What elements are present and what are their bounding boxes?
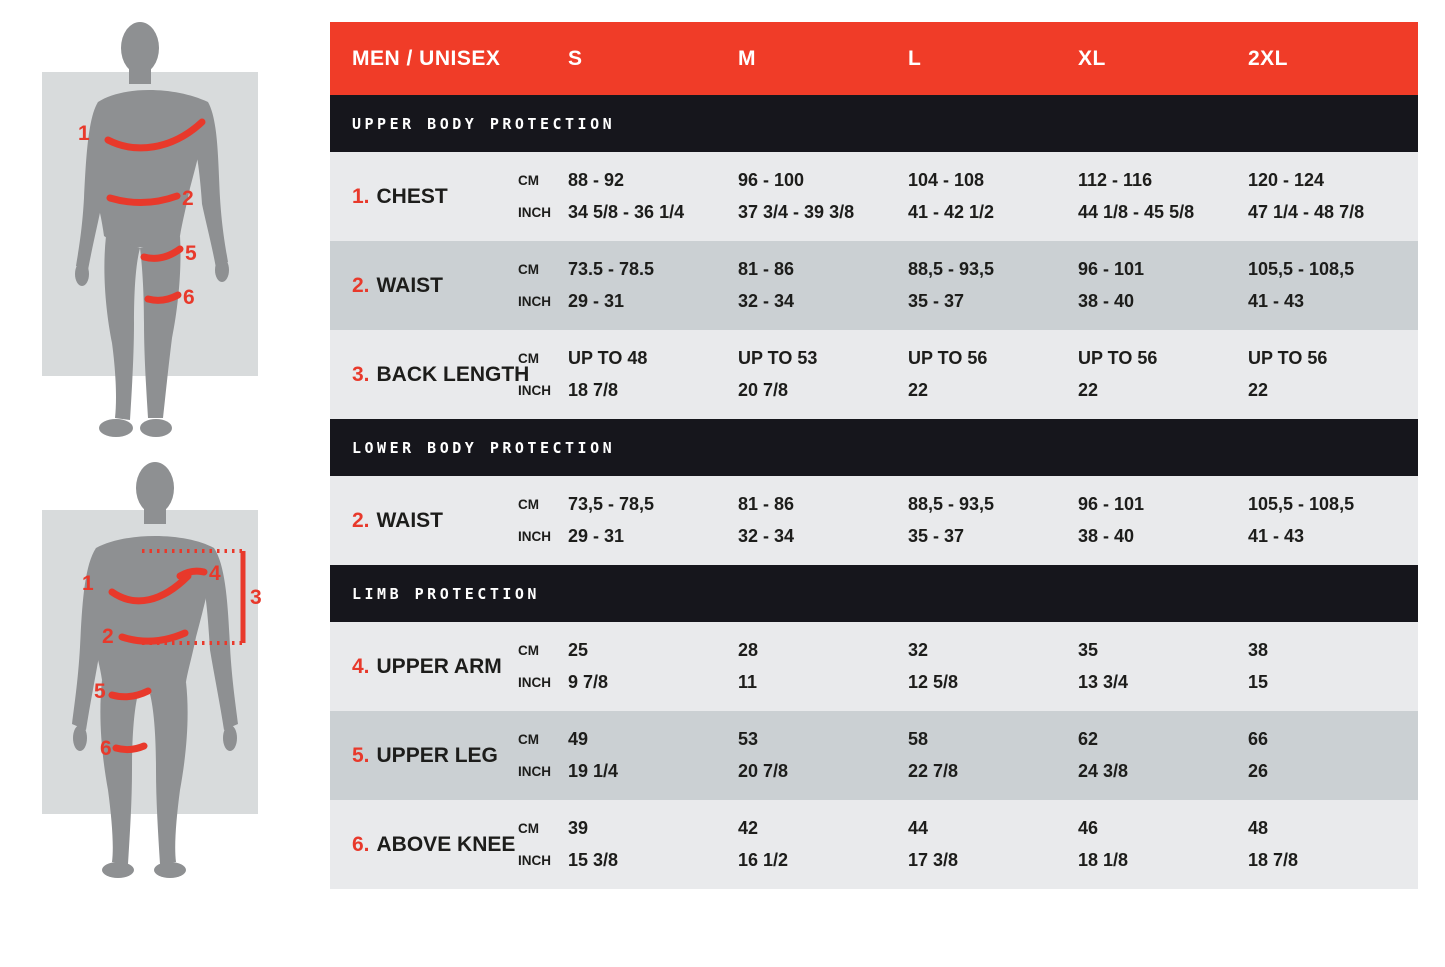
cell: 18 7/8 [568, 379, 619, 400]
cell: 13 3/4 [1078, 671, 1129, 692]
unit-cm: CM [518, 351, 539, 367]
section-header-limb [330, 565, 1418, 622]
row-number: 5. [352, 743, 370, 767]
cell: 81 - 86 [738, 494, 795, 515]
cell: 12 5/8 [908, 671, 959, 692]
cell: 48 [1248, 818, 1269, 839]
cell: 32 - 34 [738, 290, 795, 311]
size-column-header-s: S [568, 46, 583, 70]
cell: 35 - 37 [908, 525, 965, 546]
row-upper-arm [330, 622, 1418, 711]
cell: 24 3/8 [1078, 760, 1129, 781]
unit-inch: INCH [518, 382, 551, 398]
cell: 58 [908, 729, 929, 750]
size-column-header-xl: XL [1078, 46, 1106, 70]
cell: 17 3/8 [908, 849, 959, 870]
section-title: LIMB PROTECTION [352, 584, 540, 603]
size-column-header-l: L [908, 46, 922, 70]
size-table [330, 22, 1418, 889]
cell: 96 - 101 [1078, 259, 1145, 280]
cell: 38 - 40 [1078, 290, 1135, 311]
cell: 15 [1248, 671, 1269, 692]
unit-cm: CM [518, 497, 539, 513]
section-title: LOWER BODY PROTECTION [352, 438, 616, 457]
measurement-label-waist-back: 2 [102, 625, 114, 648]
cell: 88 - 92 [568, 170, 625, 191]
cell: 38 - 40 [1078, 525, 1135, 546]
cell: 66 [1248, 729, 1269, 750]
unit-inch: INCH [518, 852, 551, 868]
row-name: CHEST [376, 184, 448, 208]
row-label [330, 509, 518, 533]
cell: 112 - 116 [1078, 170, 1153, 191]
unit-cm: CM [518, 821, 539, 837]
size-column-header-m: M [738, 46, 756, 70]
measurement-label-waist: 2 [182, 187, 194, 210]
cell: 105,5 - 108,5 [1248, 259, 1355, 280]
unit-cm: CM [518, 643, 539, 659]
cell: 88,5 - 93,5 [908, 259, 995, 280]
cell: 22 [908, 379, 929, 400]
figure-back-illustration [30, 452, 280, 882]
row-number: 6. [352, 832, 370, 856]
cell: 46 [1078, 818, 1099, 839]
unit-cm: CM [518, 173, 539, 189]
row-label [330, 833, 518, 857]
cell: 37 3/4 - 39 3/8 [738, 201, 855, 222]
cell: 105,5 - 108,5 [1248, 494, 1355, 515]
cell: UP TO 56 [1248, 348, 1328, 369]
cell: 39 [568, 818, 589, 839]
row-name: BACK LENGTH [376, 362, 530, 386]
row-label [330, 362, 530, 387]
cell: 35 - 37 [908, 290, 965, 311]
cell: 11 [738, 671, 758, 692]
table-header-row [330, 22, 1418, 95]
row-label [330, 655, 518, 679]
cell: 96 - 101 [1078, 494, 1145, 515]
cell: 88,5 - 93,5 [908, 494, 995, 515]
cell: 73,5 - 78,5 [568, 494, 655, 515]
row-number: 2. [352, 508, 370, 532]
cell: 41 - 42 1/2 [908, 201, 995, 222]
measurement-label-upper-leg-back: 5 [94, 680, 106, 703]
row-name: WAIST [376, 273, 444, 297]
row-label [330, 274, 518, 298]
cell: 22 [1248, 379, 1269, 400]
cell: 62 [1078, 729, 1099, 750]
cell: 26 [1248, 760, 1269, 781]
cell: 19 1/4 [568, 760, 619, 781]
cell: UP TO 56 [908, 348, 988, 369]
row-label [330, 185, 518, 209]
cell: 44 [908, 818, 929, 839]
cell: 35 [1078, 640, 1099, 661]
cell: UP TO 48 [568, 348, 648, 369]
cell: 44 1/8 - 45 5/8 [1078, 201, 1195, 222]
measurement-line-above-knee-back [116, 746, 144, 750]
measurement-label-upper-arm: 4 [209, 562, 221, 585]
cell: 20 7/8 [738, 379, 789, 400]
cell: 38 [1248, 640, 1269, 661]
row-name: WAIST [376, 508, 444, 532]
cell: 32 - 34 [738, 525, 795, 546]
cell: 41 - 43 [1248, 525, 1305, 546]
unit-cm: CM [518, 262, 539, 278]
cell: 18 7/8 [1248, 849, 1299, 870]
cell: 41 - 43 [1248, 290, 1305, 311]
cell: 53 [738, 729, 759, 750]
measurement-label-chest: 1 [78, 122, 90, 145]
section-header-lower-body [330, 419, 1418, 476]
row-name: UPPER ARM [376, 654, 502, 678]
cell: UP TO 56 [1078, 348, 1158, 369]
row-waist-upper [330, 241, 1418, 330]
cell: 47 1/4 - 48 7/8 [1248, 201, 1365, 222]
cell: 28 [738, 640, 759, 661]
cell: 42 [738, 818, 759, 839]
row-upper-leg [330, 711, 1418, 800]
cell: 32 [908, 640, 929, 661]
size-column-header-2xl: 2XL [1248, 46, 1289, 70]
cell: 49 [568, 729, 589, 750]
cell: 20 7/8 [738, 760, 789, 781]
cell: 29 - 31 [568, 290, 625, 311]
section-title: UPPER BODY PROTECTION [352, 114, 616, 133]
cell: 25 [568, 640, 589, 661]
unit-inch: INCH [518, 528, 551, 544]
table-title: MEN / UNISEX [352, 46, 501, 70]
unit-inch: INCH [518, 763, 551, 779]
measurement-label-above-knee-back: 6 [100, 737, 112, 760]
row-number: 1. [352, 184, 370, 208]
cell: 34 5/8 - 36 1/4 [568, 201, 685, 222]
row-number: 3. [352, 362, 370, 386]
measurement-label-upper-leg: 5 [185, 242, 197, 265]
cell: 96 - 100 [738, 170, 805, 191]
row-name: UPPER LEG [376, 743, 498, 767]
measurement-label-back-length: 3 [250, 586, 262, 609]
row-chest [330, 152, 1418, 241]
cell: 73.5 - 78.5 [568, 259, 655, 280]
row-name: ABOVE KNEE [376, 832, 516, 856]
cell: UP TO 53 [738, 348, 818, 369]
measurement-label-above-knee: 6 [183, 286, 195, 309]
cell: 9 7/8 [568, 671, 609, 692]
unit-inch: INCH [518, 204, 551, 220]
cell: 120 - 124 [1248, 170, 1325, 191]
cell: 22 [1078, 379, 1099, 400]
row-number: 2. [352, 273, 370, 297]
unit-inch: INCH [518, 674, 551, 690]
row-label [330, 744, 518, 768]
measurement-label-chest-back: 1 [82, 572, 94, 595]
cell: 15 3/8 [568, 849, 619, 870]
row-back-length [330, 330, 1418, 419]
cell: 81 - 86 [738, 259, 795, 280]
row-number: 4. [352, 654, 370, 678]
cell: 104 - 108 [908, 170, 985, 191]
row-above-knee [330, 800, 1418, 889]
figure-front-illustration [30, 8, 260, 453]
cell: 29 - 31 [568, 525, 625, 546]
row-waist-lower [330, 476, 1418, 565]
cell: 16 1/2 [738, 849, 789, 870]
section-header-upper-body [330, 95, 1418, 152]
cell: 18 1/8 [1078, 849, 1129, 870]
unit-inch: INCH [518, 293, 551, 309]
unit-cm: CM [518, 732, 539, 748]
cell: 22 7/8 [908, 760, 959, 781]
